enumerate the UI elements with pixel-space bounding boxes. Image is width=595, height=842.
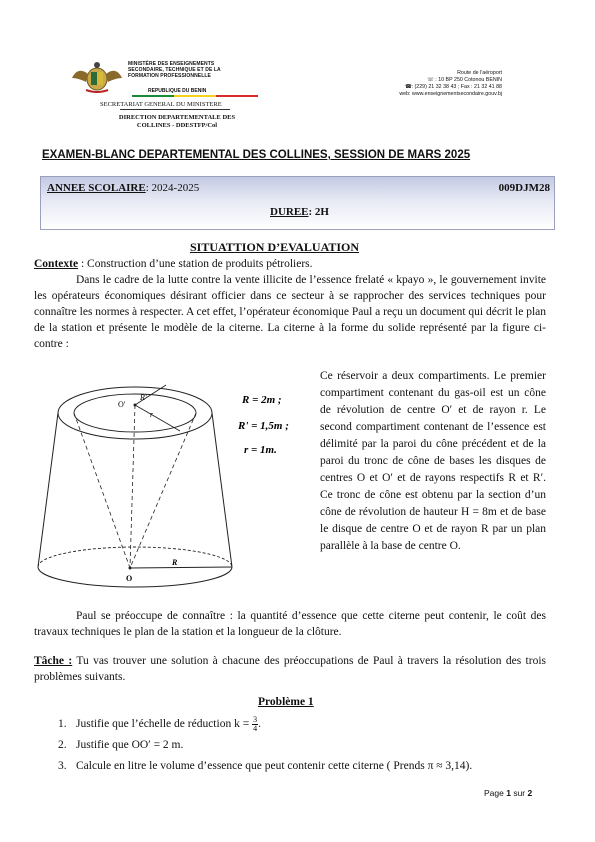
duration: DUREE: 2H [270, 206, 329, 218]
ministry-name: MINISTÈRE DES ENSEIGNEMENTS SECONDAIRE, TECHNIQUE ET DE LA FORMATION PROFESSIONNELLE [128, 61, 221, 79]
label-r: r [150, 410, 154, 419]
cistern-figure [30, 375, 330, 590]
label-r-prime: R' [140, 393, 147, 402]
value-R: R = 2m ; [242, 394, 282, 406]
divider [120, 109, 230, 110]
reservoir-description: Ce réservoir a deux compartiments. Le premier compartiment contenant du gas-oil est un cône de révolution de centre O′ et de rayon r. Le second compartiment contenant de l’essence est délimité par la paroi du cône précédent et de la paroi du tronc de cône de bases les disques de centres O et O′ et de rayons respectifs R et R′. Ce tronc de cône est obtenu par la section d’un cône de révolution de hauteur H = 8m et de base le disque de centre O et de rayon R par un plan parallèle à la base de centre O. [320, 370, 546, 552]
list-item: 1. Justifie que l’échelle de réduction k = $\frac{3}{4}$ . [58, 714, 261, 733]
benin-coat-of-arms-logo [66, 60, 128, 94]
label-o: O [126, 574, 133, 583]
flag-stripe [132, 95, 258, 97]
page-number: Page 1 sur 2 [484, 788, 533, 798]
label-o-prime: O' [118, 400, 126, 409]
republic-name: REPUBLIQUE DU BENIN [148, 88, 207, 94]
fraction: $\frac{3}{4}$ [253, 714, 258, 733]
direction-name: DIRECTION DEPARTEMENTALE DES COLLINES - DDESTFP/Col [118, 114, 236, 129]
situation-title: SITUATTION D’EVALUATION [190, 240, 360, 254]
exam-code: 009DJM28 [498, 182, 550, 194]
exam-title: EXAMEN-BLANC DEPARTEMENTAL DES COLLINES, SESSION DE MARS 2025 [42, 149, 471, 161]
problem-1-title: Problème 1 [258, 696, 314, 708]
context-line: Contexte : Construction d’une station de produits pétroliers. [34, 258, 313, 270]
label-r-big: R [172, 558, 178, 567]
task-paragraph: Tâche : Tu vas trouver une solution à chacune des préoccupations de Paul à travers la résolution des trois problèmes suivants. [34, 655, 547, 683]
context-paragraph: Dans le cadre de la lutte contre la vente illicite de l’essence frelaté « kpayo », le gouvernement invite les opérateurs économiques désirant officier dans ce secteur à se rapprocher des services techniques pour connaître les normes à respecter. A cet effet, l’opérateur économique Paul a reçu un document qui décrit le plan de la station et présente le modèle de la citerne. La citerne à la forme du solide représenté par la figure ci- contre : [34, 274, 546, 350]
questions-list [58, 714, 548, 777]
list-item: 3. Calcule en litre le volume d’essence que peut contenir cette citerne ( Prends π ≈ 3,14). [58, 760, 473, 772]
contact-info: Route de l'aéroport ☏ : 10 BP 250 Cotonou BENIN ☎: (229) 21 32 38 43 ; Fax : 21 32 41 88 web: www.enseignementsecondaire.gouv.bj [399, 70, 502, 97]
value-r: r = 1m. [244, 444, 277, 456]
concern-paragraph: Paul se préoccupe de connaître : la quantité d’essence que cette citerne peut contenir, le coût des travaux techniques le plan de la station et la longueur de la clôture. [34, 610, 546, 638]
value-R-prime: R' = 1,5m ; [238, 420, 289, 432]
secretariat-name: SECRETARIAT GENERAL DU MINISTERE [100, 101, 222, 108]
list-item: 2. Justifie que OO′ = 2 m. [58, 739, 184, 751]
school-year: ANNEE SCOLAIRE: 2024-2025 [47, 182, 200, 194]
